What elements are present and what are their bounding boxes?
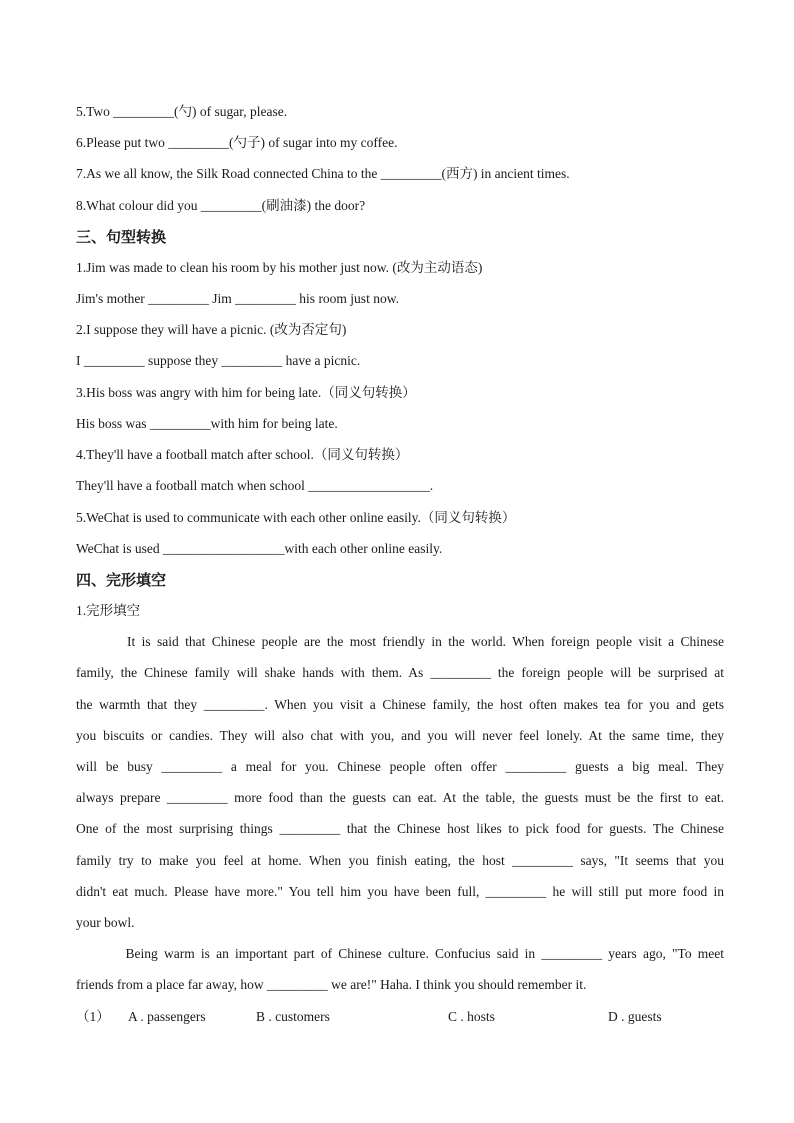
answer-line: His boss was _________with him for being late. — [76, 416, 338, 431]
passage-line: always prepare _________ more food than the guests can eat. At the table, the guests must be the first to eat. — [76, 790, 724, 805]
passage-line: One of the most surprising things _________ that the Chinese host likes to pick food for guests. The Chinese — [76, 821, 724, 836]
option-b[interactable]: B . customers — [256, 1009, 330, 1024]
question-line: 5.Two _________(勺) of sugar, please. — [76, 104, 288, 119]
question-line: 3.His boss was angry with him for being late.（同义句转换） — [76, 385, 416, 400]
passage-line: It is said that Chinese people are the most friendly in the world. When foreign people visit a Chinese — [76, 634, 724, 649]
question-line: 7.As we all know, the Silk Road connected China to the _________(西方) in ancient times. — [76, 166, 570, 181]
question-line: 5.WeChat is used to communicate with each other online easily.（同义句转换） — [76, 510, 516, 525]
passage-line: friends from a place far away, how _________ we are!" Haha. I think you should remember it. — [76, 977, 587, 992]
answer-line: They'll have a football match when school __________________. — [76, 478, 434, 493]
question-line: 4.They'll have a football match after school.（同义句转换） — [76, 447, 409, 462]
question-line: 2.I suppose they will have a picnic. (改为否定句) — [76, 322, 347, 337]
passage-line: Being warm is an important part of Chinese culture. Confucius said in _________ years ago, "To meet — [76, 946, 724, 961]
option-c[interactable]: C . hosts — [448, 1009, 495, 1024]
passage-line: you biscuits or candies. They will also chat with you, and you will never feel lonely. At the same time, they — [76, 728, 724, 743]
question-line: 6.Please put two _________(勺子) of sugar into my coffee. — [76, 135, 398, 150]
question-line: 1.Jim was made to clean his room by his mother just now. (改为主动语态) — [76, 260, 483, 275]
section-heading: 三、句型转换 — [76, 228, 167, 246]
option-a[interactable]: A . passengers — [128, 1009, 206, 1024]
question-line: 8.What colour did you _________(刷油漆) the door? — [76, 198, 366, 213]
passage-line: the warmth that they _________. When you visit a Chinese family, the host often makes tea for you and gets — [76, 697, 724, 712]
section-heading: 四、完形填空 — [76, 571, 167, 589]
option-d[interactable]: D . guests — [608, 1009, 662, 1024]
question-number: （1） — [76, 1009, 110, 1024]
passage-line: will be busy _________ a meal for you. Chinese people often offer _________ guests a big meal. They — [76, 759, 724, 774]
passage-line: didn't eat much. Please have more." You tell him you have been full, _________ he will still put more food in — [76, 884, 724, 899]
passage-line: your bowl. — [76, 915, 135, 930]
passage-line: family try to make you feel at home. When you finish eating, the host _________ says, "It seems that you — [76, 853, 724, 868]
subheading: 1.完形填空 — [76, 603, 141, 618]
answer-line: WeChat is used __________________with each other online easily. — [76, 541, 443, 556]
answer-line: Jim's mother _________ Jim _________ his room just now. — [76, 291, 399, 306]
answer-line: I _________ suppose they _________ have a picnic. — [76, 353, 361, 368]
passage-line: family, the Chinese family will shake hands with them. As _________ the foreign people will be surprised at — [76, 665, 724, 680]
